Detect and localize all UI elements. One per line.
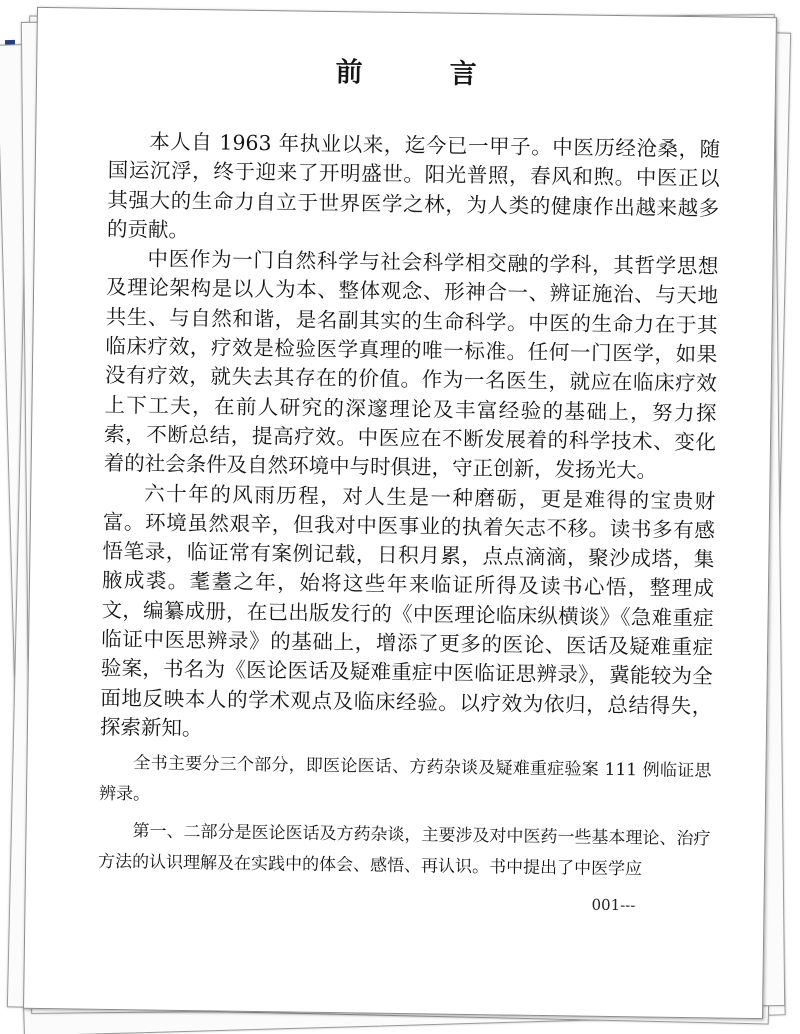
page-number: 001--- — [591, 895, 636, 915]
page-title: 前 言 — [335, 57, 507, 91]
page-body — [98, 127, 720, 887]
paragraph: 六十年的风雨历程，对人生是一种磨砺，更是难得的宝贵财富。环境虽然艰辛，但我对中医事业的执着矢志不移。读书多有感悟笔录，临证常有案例记载，日积月累，点点滴滴，聚沙成塔，集腋成裘。耄耋之年，始将这些年来临证所得及读书心悟，整理成文，编纂成册，在已出版发行的《中医理论临床纵横谈》《急难重症临证中医思辨录》的基础上，增添了更多的医论、医话及疑难重症验案，书名为《医论医话及疑难重症中医临证思辨录》，冀能较为全面地反映本人的学术观点及临床经验。以疗效为依归，总结得失，探索新知。 — [99, 480, 716, 741]
document-page — [23, 7, 777, 1019]
paragraph: 第一、二部分是医论医话及方药杂谈，主要涉及对中医药一些基本理论、治疗方法的认识理解及在实践中的体会、感悟、再认识。书中提出了中医学应 — [97, 821, 711, 880]
paragraph: 中医作为一门自然科学与社会科学相交融的学科，其哲学思想及理论架构是以人为本、整体观念、形神合一、辨证施治、与天地共生、与自然和谐，是名副其实的生命科学。中医的生命力在于其临床疗效，疗效是检验医学真理的唯一标准。任何一门医学，如果没有疗效，就失去其存在的价值。作为一名医生，就应在临床疗效上下工夫，在前人研究的深邃理论及丰富经验的基础上，努力探索，不断总结，提高疗效。中医应在不断发展着的科学技术、变化着的社会条件及自然环境中与时俱进，守正创新，发扬光大。 — [103, 246, 719, 483]
paragraph: 本人自 1963 年执业以来，迄今已一甲子。中医历经沧桑，随国运沉浮，终于迎来了开明盛世。阳光普照，春风和煦。中医正以其强大的生命力自立于世界医学之林，为人类的健康作出越来越多的贡献。 — [106, 129, 721, 242]
paragraph: 全书主要分三个部分，即医论医话、方药杂谈及疑难重症验案 111 例临证思辨录。 — [98, 753, 712, 805]
